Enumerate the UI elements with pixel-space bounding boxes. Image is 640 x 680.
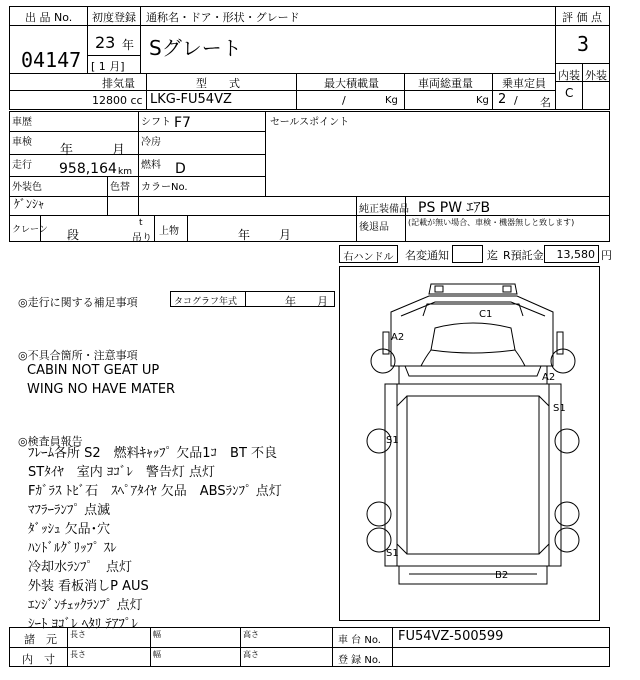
capacity-value: 2 <box>498 92 507 107</box>
selling-points-label: セールスポイント <box>270 117 350 128</box>
interior-label: 内装 <box>558 69 580 82</box>
dims-height-label: 高さ <box>243 630 259 639</box>
inspector-title: ◎検査員報告 <box>18 435 83 448</box>
dims-width-label: 幅 <box>153 630 161 639</box>
damage-mark: S1 <box>386 548 399 559</box>
aircon-label: 冷房 <box>141 137 161 148</box>
interior-height-label: 高さ <box>243 650 259 659</box>
capacity-label: 乗車定員 <box>502 77 546 90</box>
inspector-note: STﾀｲﾔ 室内 ﾖｺﾞﾚ 警告灯 点灯 <box>28 465 215 480</box>
defect-item: CABIN NOT GEAT UP <box>27 363 160 378</box>
chassis-label: 車 台 No. <box>338 635 381 646</box>
defect-list <box>27 361 175 399</box>
damage-mark: S1 <box>553 403 566 414</box>
color-code-label: カラーNo. <box>141 182 188 193</box>
tachograph-year-unit: 年 <box>285 295 296 308</box>
body-year-unit: 年 <box>238 228 251 242</box>
history-label: 車歴 <box>12 117 32 128</box>
yen-label: 円 <box>601 249 612 262</box>
score-label: 評 価 点 <box>562 11 602 24</box>
inspector-note: ﾊﾝﾄﾞﾙｸﾞﾘｯﾌﾟ ｽﾚ <box>28 541 117 556</box>
defect-item: WING NO HAVE MATER <box>27 382 176 397</box>
capacity-unit: 名 <box>540 96 551 109</box>
mileage-unit: km <box>118 167 132 177</box>
crane-label: クレーン <box>12 225 48 235</box>
crane-stage-unit: 段 <box>67 228 80 242</box>
interior-dims-label: 内 寸 <box>22 653 55 666</box>
max-load-unit: Kg <box>385 95 398 106</box>
mileage-value: 958,164 <box>59 161 117 177</box>
exterior-color-label: 外装色 <box>12 182 42 193</box>
name-change-label: 名変通知 <box>405 249 449 262</box>
overall-score: 3 <box>577 32 590 56</box>
model-code: LKG-FU54VZ <box>150 92 232 107</box>
crane-lift-label: 吊り <box>132 233 152 244</box>
supplement-title: ◎走行に関する補足事項 <box>18 296 138 309</box>
mileage-label: 走行 <box>12 160 32 171</box>
registration-month: [ 1 月] <box>91 60 125 73</box>
inspector-note: ﾌﾚｰﾑ各所 S2 燃料ｷｬｯﾌﾟ 欠品1ｺ BT 不良 <box>28 446 278 461</box>
lot-number: 04147 <box>21 48 82 72</box>
truck-diagram <box>339 266 600 621</box>
interior-length-label: 長さ <box>70 650 86 659</box>
max-load-slash: / <box>342 94 346 107</box>
dims-label: 諸 元 <box>24 633 57 646</box>
damage-mark: B2 <box>495 570 509 581</box>
defect-title: ◎不具合箇所・注意事項 <box>18 349 138 362</box>
lot-label: 出 品 No. <box>25 11 73 24</box>
fuel-label: 燃料 <box>141 160 161 171</box>
inspector-note: ﾀﾞｯｼｭ 欠品･穴 <box>28 522 111 537</box>
capacity-separator: / <box>514 94 518 107</box>
color-change-label: 色替 <box>110 182 130 193</box>
equipment-label: 純正装備品 <box>359 204 409 215</box>
dims-length-label: 長さ <box>70 630 86 639</box>
body-month-unit: 月 <box>279 228 292 242</box>
inspector-note: ｼｰﾄ ﾖｺﾞﾚ ﾍﾀﾘ ﾃｱﾌﾟﾚ <box>28 617 138 632</box>
crane-ton-unit: t <box>139 218 143 228</box>
exterior-color-value: ｹﾞﾝｼｬ <box>14 197 45 211</box>
grade-name: Sグレート <box>149 36 242 60</box>
due-label: 迄 <box>487 249 498 262</box>
exterior-label: 外装 <box>585 69 607 82</box>
interior-width-label: 幅 <box>153 650 161 659</box>
damage-mark: A2 <box>391 332 405 343</box>
inspector-notes <box>28 444 282 634</box>
interior-grade: C <box>565 86 574 100</box>
inspector-note: ｴﾝｼﾞﾝﾁｪｯｸﾗﾝﾌﾟ 点灯 <box>28 598 143 613</box>
fuel-value: D <box>175 161 186 177</box>
shift-value: F7 <box>174 115 191 131</box>
aftermarket-label: 後退品 <box>359 222 389 233</box>
registration-year: 23 <box>95 33 116 52</box>
vehicle-name-label: 通称名・ドア・形状・グレード <box>146 11 300 24</box>
inspection-month-unit: 月 <box>112 143 126 158</box>
displacement-value: 12800 cc <box>92 94 143 107</box>
chassis-number: FU54VZ-500599 <box>398 629 504 644</box>
name-change-box <box>452 245 483 263</box>
recycle-label: R預託金 <box>503 249 544 262</box>
max-load-label: 最大積載量 <box>324 77 379 90</box>
inspector-note: ﾏﾌﾗｰﾗﾝﾌﾟ 点滅 <box>28 503 111 518</box>
shift-label: シフト <box>141 117 171 128</box>
damage-mark: S1 <box>386 435 399 446</box>
displacement-label: 排気量 <box>102 77 135 90</box>
rhd-label: 右ハンドル <box>343 252 394 263</box>
inspection-label: 車検 <box>12 137 32 148</box>
gross-weight-unit: Kg <box>476 95 489 106</box>
recycle-amount: 13,580 <box>556 248 595 261</box>
inspection-year-unit: 年 <box>60 143 74 158</box>
damage-mark: A2 <box>542 372 556 383</box>
inspector-note: Fｶﾞﾗｽ ﾄﾋﾞ石 ｽﾍﾟｱﾀｲﾔ 欠品 ABSﾗﾝﾌﾟ 点灯 <box>28 484 282 499</box>
tachograph-label: タコグラフ年式 <box>174 297 238 307</box>
tachograph-month-unit: 月 <box>317 295 328 308</box>
gross-weight-label: 車両総重量 <box>418 77 473 90</box>
registration-year-unit: 年 <box>122 38 135 52</box>
registration-label: 初度登録 <box>92 11 136 24</box>
equipment-value: PS PW ｴｱB <box>418 200 491 216</box>
body-label: 上物 <box>159 226 179 237</box>
inspector-note: 外装 看板消しP AUS <box>28 579 149 594</box>
aftermarket-note: (記載が無い場合、車検・機器無しと致します) <box>408 218 575 227</box>
damage-mark: C1 <box>479 309 493 320</box>
model-label: 型 式 <box>196 77 240 90</box>
registration-no-label: 登 録 No. <box>338 655 381 666</box>
inspector-note: 冷却水ﾗﾝﾌﾟ 点灯 <box>28 560 133 575</box>
